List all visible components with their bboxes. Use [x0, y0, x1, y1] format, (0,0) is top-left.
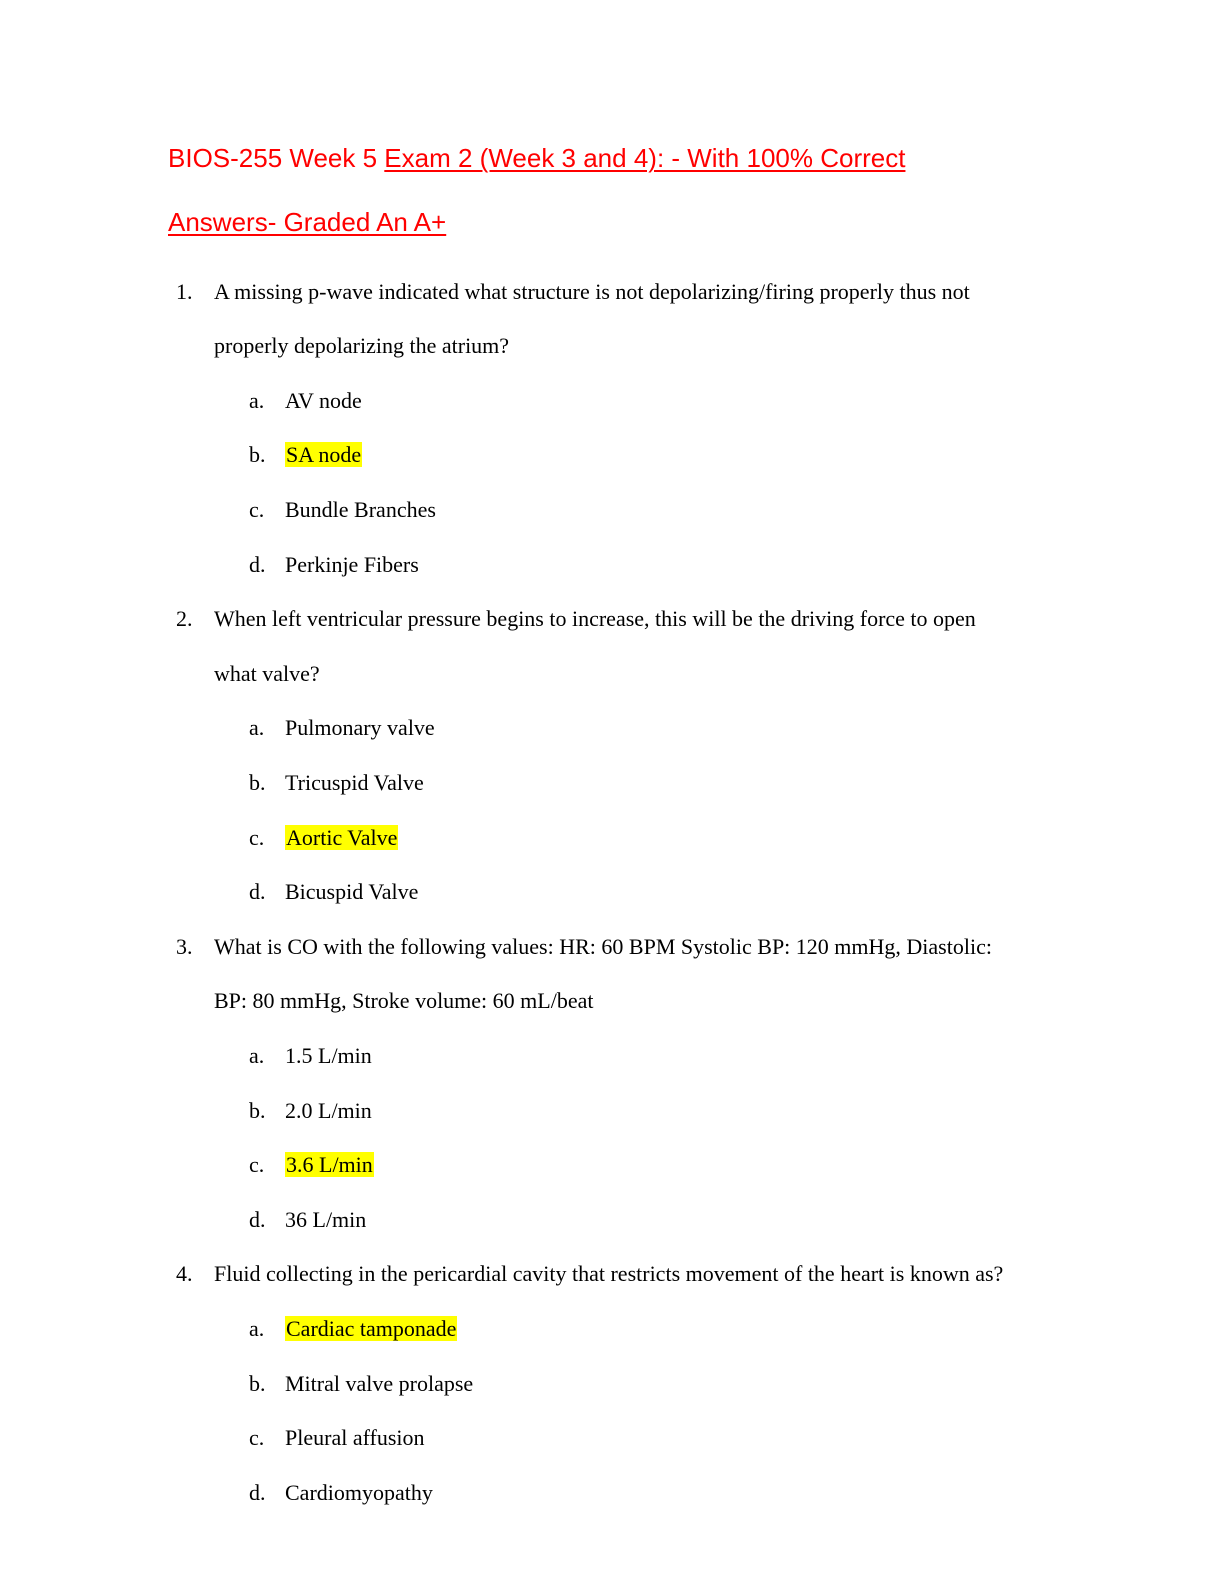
option-text: 2.0 L/min [285, 1098, 372, 1123]
option-letter: c. [249, 1152, 265, 1177]
answer-option [285, 1479, 433, 1507]
option-letter: c. [249, 497, 265, 522]
option-letter: b. [249, 442, 266, 467]
question-number: 3. [176, 934, 193, 959]
option-text: Pulmonary valve [285, 715, 435, 740]
question-number: 4. [176, 1261, 193, 1286]
answer-option-correct [285, 1315, 457, 1343]
option-letter: b. [249, 1371, 266, 1396]
answer-option [285, 1424, 425, 1452]
title-answers: Answers- Graded An A+ [168, 207, 447, 237]
answer-option [285, 1042, 372, 1070]
option-text: Pleural affusion [285, 1425, 425, 1450]
option-text: Cardiomyopathy [285, 1480, 433, 1505]
question-text: When left ventricular pressure begins to increase, this will be the driving force to open [214, 606, 976, 631]
option-text-highlighted: 3.6 L/min [286, 1152, 373, 1177]
title-exam: Exam 2 (Week 3 and 4): - With 100% Correct [384, 143, 906, 173]
option-text: Tricuspid Valve [285, 770, 424, 795]
question-text: A missing p-wave indicated what structure is not depolarizing/firing properly thus not [214, 279, 970, 304]
answer-option [285, 1206, 366, 1234]
option-letter: a. [249, 388, 265, 413]
answer-option [285, 1370, 473, 1398]
option-letter: d. [249, 1480, 266, 1505]
question-number: 1. [176, 279, 193, 304]
answer-option [285, 878, 418, 906]
answer-option-correct [285, 1151, 374, 1179]
question-text: BP: 80 mmHg, Stroke volume: 60 mL/beat [214, 988, 594, 1013]
option-text: Bicuspid Valve [285, 879, 419, 904]
option-letter: d. [249, 879, 266, 904]
option-text: 36 L/min [285, 1207, 367, 1232]
option-text: AV node [285, 388, 362, 413]
option-text-highlighted: Cardiac tamponade [286, 1316, 457, 1341]
option-text: Perkinje Fibers [285, 552, 419, 577]
answer-option [285, 714, 435, 742]
option-letter: c. [249, 1425, 265, 1450]
option-text-highlighted: Aortic Valve [286, 825, 398, 850]
question-text: Fluid collecting in the pericardial cavity that restricts movement of the heart is known as? [214, 1261, 1004, 1286]
option-text-highlighted: SA node [286, 442, 362, 467]
answer-option [285, 769, 424, 797]
option-letter: d. [249, 1207, 266, 1232]
question-text: what valve? [214, 661, 320, 686]
answer-option [285, 551, 419, 579]
option-text: Mitral valve prolapse [285, 1371, 474, 1396]
title-course: BIOS-255 Week 5 [168, 143, 385, 173]
option-text: 1.5 L/min [285, 1043, 372, 1068]
question-text: properly depolarizing the atrium? [214, 333, 510, 358]
question-text: What is CO with the following values: HR: 60 BPM Systolic BP: 120 mmHg, Diastolic: [214, 934, 992, 959]
option-letter: d. [249, 552, 266, 577]
answer-option-correct [285, 441, 362, 469]
answer-option-correct [285, 824, 398, 852]
option-letter: b. [249, 1098, 266, 1123]
question-number: 2. [176, 606, 193, 631]
option-letter: a. [249, 715, 265, 740]
option-text: Bundle Branches [285, 497, 436, 522]
answer-option [285, 496, 436, 524]
answer-option [285, 387, 362, 415]
option-letter: b. [249, 770, 266, 795]
document-title-line2 [168, 206, 446, 238]
option-letter: a. [249, 1043, 265, 1068]
option-letter: a. [249, 1316, 265, 1341]
document-title [168, 142, 905, 174]
option-letter: c. [249, 825, 265, 850]
answer-option [285, 1097, 372, 1125]
